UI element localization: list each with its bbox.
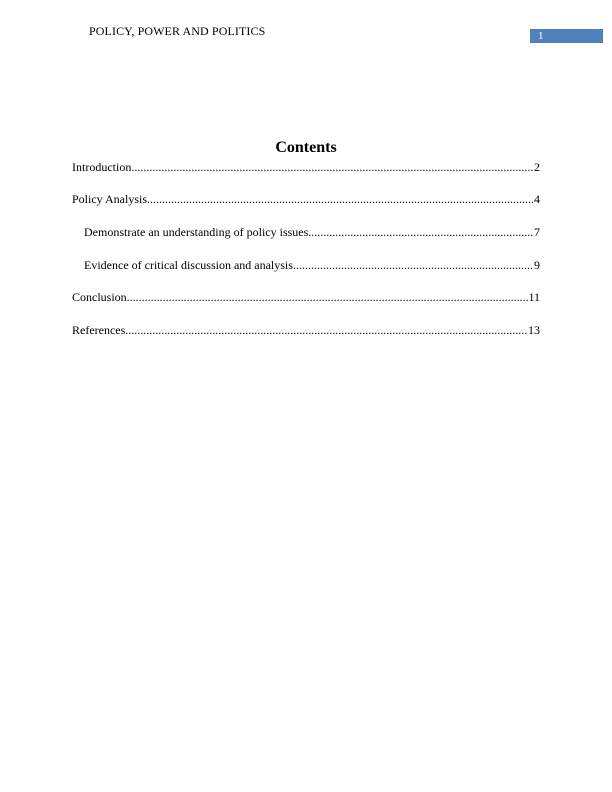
toc-dot-leader <box>308 224 534 240</box>
header-title: POLICY, POWER AND POLITICS <box>89 24 266 38</box>
toc-entry-introduction[interactable] <box>72 159 540 175</box>
toc-dot-leader <box>147 191 534 207</box>
toc-entry-page: 2 <box>534 160 540 174</box>
toc-entry-label: Policy Analysis <box>72 192 148 206</box>
toc-entry-critical-discussion[interactable] <box>84 257 540 273</box>
page-number-bar <box>530 29 603 43</box>
toc-entry-label: Introduction <box>72 160 132 174</box>
toc-entry-policy-issues[interactable] <box>84 224 540 240</box>
toc-entry-page: 9 <box>534 258 540 272</box>
toc-entry-page: 11 <box>528 290 540 304</box>
toc-entry-label: Conclusion <box>72 290 127 304</box>
toc-entry-page: 13 <box>528 323 540 337</box>
toc-dot-leader <box>125 322 528 338</box>
toc-entry-label: Demonstrate an understanding of policy issues <box>84 225 309 239</box>
toc-entry-label: Evidence of critical discussion and analysis <box>84 258 293 272</box>
toc-dot-leader <box>293 257 534 273</box>
toc-heading: Contents <box>275 139 337 156</box>
toc-entry-page: 7 <box>534 225 540 239</box>
page-number: 1 <box>538 30 544 42</box>
toc-entry-policy-analysis[interactable] <box>72 191 540 207</box>
toc-entry-conclusion[interactable] <box>72 289 540 305</box>
toc-dot-leader <box>131 159 534 175</box>
toc-entry-label: References <box>72 323 126 337</box>
toc-entry-page: 4 <box>534 192 540 206</box>
toc-entry-references[interactable] <box>72 322 540 338</box>
toc-dot-leader <box>127 289 529 305</box>
